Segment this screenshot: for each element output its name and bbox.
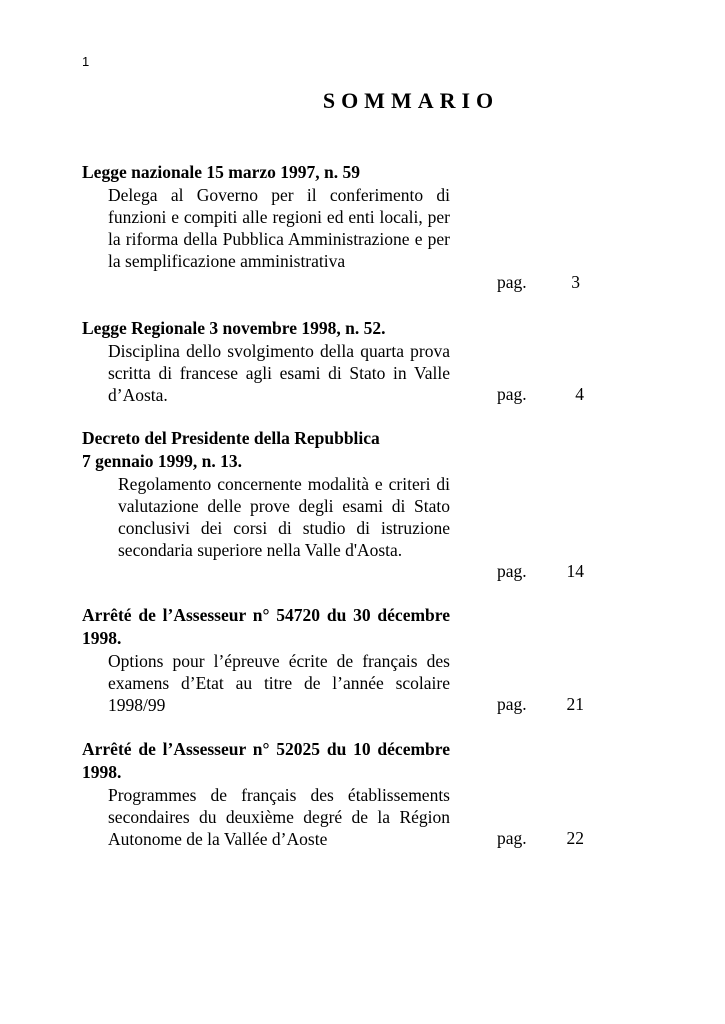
toc-entry (82, 161, 602, 292)
page-reference: 3 (571, 272, 580, 292)
entry-heading: Decreto del Presidente della Repubblica (82, 428, 380, 448)
entry-description: Programmes de français des établissements secondaires du deuxième degré de la Région Autonome de la Vallée d’Aoste (108, 785, 450, 849)
toc-entry (82, 427, 602, 581)
page-reference: 14 (566, 561, 584, 581)
toc-entry (82, 317, 602, 406)
page-reference: 4 (575, 384, 584, 404)
pag-label: pag. (497, 694, 527, 714)
entry-heading: Legge Regionale 3 novembre 1998, n. 52. (82, 318, 386, 338)
page-title: SOMMARIO (322, 88, 500, 113)
entry-heading: Legge nazionale 15 marzo 1997, n. 59 (82, 162, 361, 182)
entry-heading: Arrêté de l’Assesseur n° 54720 du 30 décembre 1998. (82, 605, 450, 648)
entry-heading-line2: 7 gennaio 1999, n. 13. (82, 451, 242, 471)
pag-label: pag. (497, 272, 527, 292)
entry-description: Disciplina dello svolgimento della quarta prova scritta di francese agli esami di Stato in Valle d’Aosta. (108, 341, 450, 405)
page-reference: 22 (566, 828, 584, 848)
pag-label: pag. (497, 828, 527, 848)
toc-entry (82, 604, 602, 716)
page-number: 1 (82, 54, 90, 69)
entry-heading: Arrêté de l’Assesseur n° 52025 du 10 décembre 1998. (82, 739, 450, 782)
entry-description: Options pour l’épreuve écrite de français des examens d’Etat au titre de l’année scolaire 1998/99 (108, 651, 450, 715)
pag-label: pag. (497, 384, 527, 404)
entry-description: Regolamento concernente modalità e criteri di valutazione delle prove degli esami di Stato conclusivi dei corsi di studio di istruzione secondaria superiore nella Valle d'Aosta. (118, 474, 450, 560)
page-reference: 21 (566, 694, 584, 714)
toc-entry (82, 738, 602, 850)
entry-description: Delega al Governo per il conferimento di funzioni e compiti alle regioni ed enti locali, per la riforma della Pubblica Amministrazione e per la semplificazione amministrativa (108, 185, 450, 271)
pag-label: pag. (497, 561, 527, 581)
